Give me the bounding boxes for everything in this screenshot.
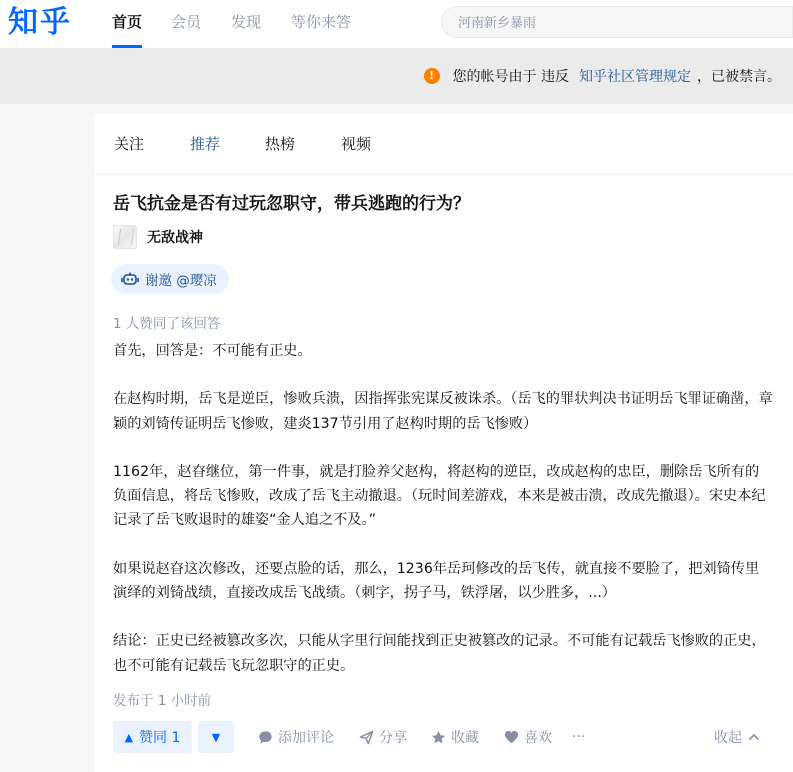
feed-tabs: [94, 114, 793, 175]
tab-video[interactable]: 视频: [341, 135, 372, 153]
search-input[interactable]: [456, 7, 780, 39]
heart-icon: [504, 730, 519, 744]
tab-follow[interactable]: 关注: [114, 135, 145, 153]
answer-paragraph: 1162年，赵昚继位，第一件事，就是打脸养父赵构，将赵构的逆臣，改成赵构的忠臣，删除岳飞所有的负面信息，将岳飞惨败，改成了岳飞主动撤退。（玩时间差游戏，本来是被击溃，改成先撤退）。宋史本纪记录了岳飞败退时的雄姿“金人追之不及。”: [113, 463, 766, 529]
answer-content: [113, 339, 773, 702]
ban-notice-text: 您的帐号由于 违反: [452, 69, 569, 85]
publish-time[interactable]: 发布于 1 小时前: [113, 693, 212, 709]
zhihu-logo[interactable]: 知乎: [8, 5, 72, 40]
answer-paragraph: 结论：正史已经被篡改多次，只能从字里行间能找到正史被篡改的记录。不可能有记载岳飞惨败的正史，也不可能有记载岳飞玩忽职守的正史。: [113, 633, 766, 674]
votes-hint: 1 人赞同了该回答: [113, 316, 221, 332]
question-title[interactable]: 岳飞抗金是否有过玩忽职守，带兵逃跑的行为？: [113, 194, 470, 214]
ban-notice-banner: [0, 48, 793, 104]
more-icon: ···: [572, 729, 586, 745]
upvote-button[interactable]: [113, 721, 192, 753]
chevron-up-icon: [748, 732, 760, 742]
comment-button[interactable]: [258, 721, 334, 753]
search-box[interactable]: [441, 6, 793, 38]
answer-paragraph: 如果说赵昚这次修改，还要点脸的话，那么，1236年岳珂修改的岳飞传，就直接不要脸了，把刘锜传里演绎的刘锜战绩，直接改成岳飞战绩。（刺字，拐子马，铁浮屠，以少胜多，...）: [113, 560, 760, 602]
collect-label: 收藏: [451, 730, 479, 746]
answer-author: [113, 224, 203, 250]
warning-icon: !: [424, 68, 440, 84]
answer-paragraph: 在赵构时期，岳飞是逆臣，惨败兵溃，因指挥张宪谋反被诛杀。（岳飞的罪状判决书证明岳飞罪证确凿，章颖的刘锜传证明岳飞惨败，建炎137节引用了赵构时期的岳飞惨败）: [113, 391, 773, 432]
tab-hot[interactable]: 热榜: [265, 135, 296, 153]
top-header: [0, 0, 793, 48]
ban-notice-suffix: ，已被禁言。: [697, 69, 781, 85]
share-label: 分享: [379, 730, 407, 746]
comment-label: 添加评论: [278, 730, 334, 746]
nav-waiting-answers[interactable]: 等你来答: [291, 13, 352, 31]
invite-label: 谢邀 @璎凉: [145, 273, 217, 289]
comment-icon: [258, 730, 273, 745]
nav-membership[interactable]: 会员: [171, 13, 202, 31]
avatar[interactable]: [113, 225, 137, 249]
collapse-label: 收起: [714, 730, 742, 746]
feed-card: [94, 114, 793, 772]
collapse-button[interactable]: [714, 721, 765, 753]
like-button[interactable]: [504, 721, 552, 753]
tab-recommend[interactable]: 推荐: [190, 135, 221, 153]
nav-home[interactable]: 首页: [112, 0, 142, 48]
robot-icon: [121, 271, 139, 287]
downvote-button[interactable]: [198, 721, 234, 753]
upvote-label: 赞同 1: [139, 730, 181, 746]
upvote-icon: ▲: [124, 730, 134, 744]
ban-notice: [424, 48, 781, 104]
share-icon: [359, 730, 374, 745]
answer-actions: [113, 721, 778, 753]
author-name[interactable]: 无敌战神: [147, 230, 203, 246]
community-rules-link[interactable]: 知乎社区管理规定: [579, 69, 691, 85]
like-label: 喜欢: [524, 730, 552, 746]
share-button[interactable]: [359, 721, 407, 753]
answer-paragraph: 首先，回答是：不可能有正史。: [113, 343, 312, 359]
collect-button[interactable]: [431, 721, 479, 753]
invite-tag[interactable]: [111, 264, 229, 294]
nav-discover[interactable]: 发现: [231, 13, 262, 31]
star-icon: [431, 730, 446, 745]
more-button[interactable]: [572, 721, 585, 753]
downvote-icon: ▼: [211, 730, 221, 744]
